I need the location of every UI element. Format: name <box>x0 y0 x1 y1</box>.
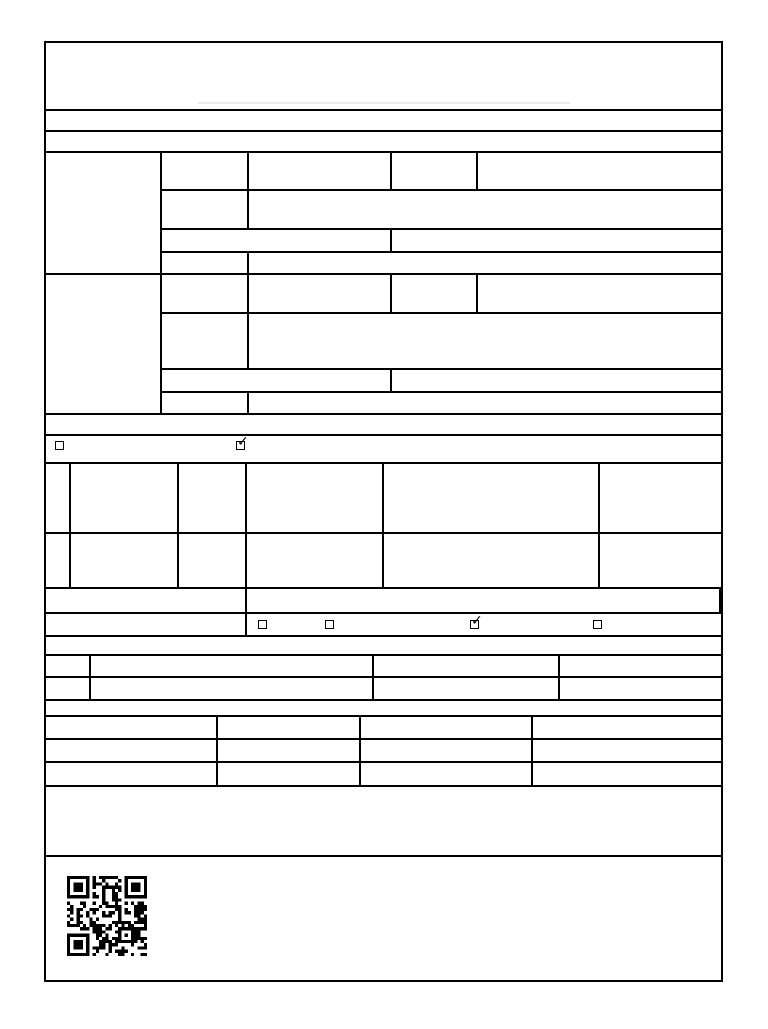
option-2a-checkbox[interactable] <box>258 620 267 629</box>
qr-code-icon <box>67 876 147 956</box>
option-1a-checkbox[interactable] <box>55 441 64 450</box>
checkmark-icon: ✓ <box>471 613 483 629</box>
option-2d-checkbox[interactable] <box>593 620 602 629</box>
checkmark-icon: ✓ <box>237 434 249 450</box>
option-2b-checkbox[interactable] <box>325 620 334 629</box>
